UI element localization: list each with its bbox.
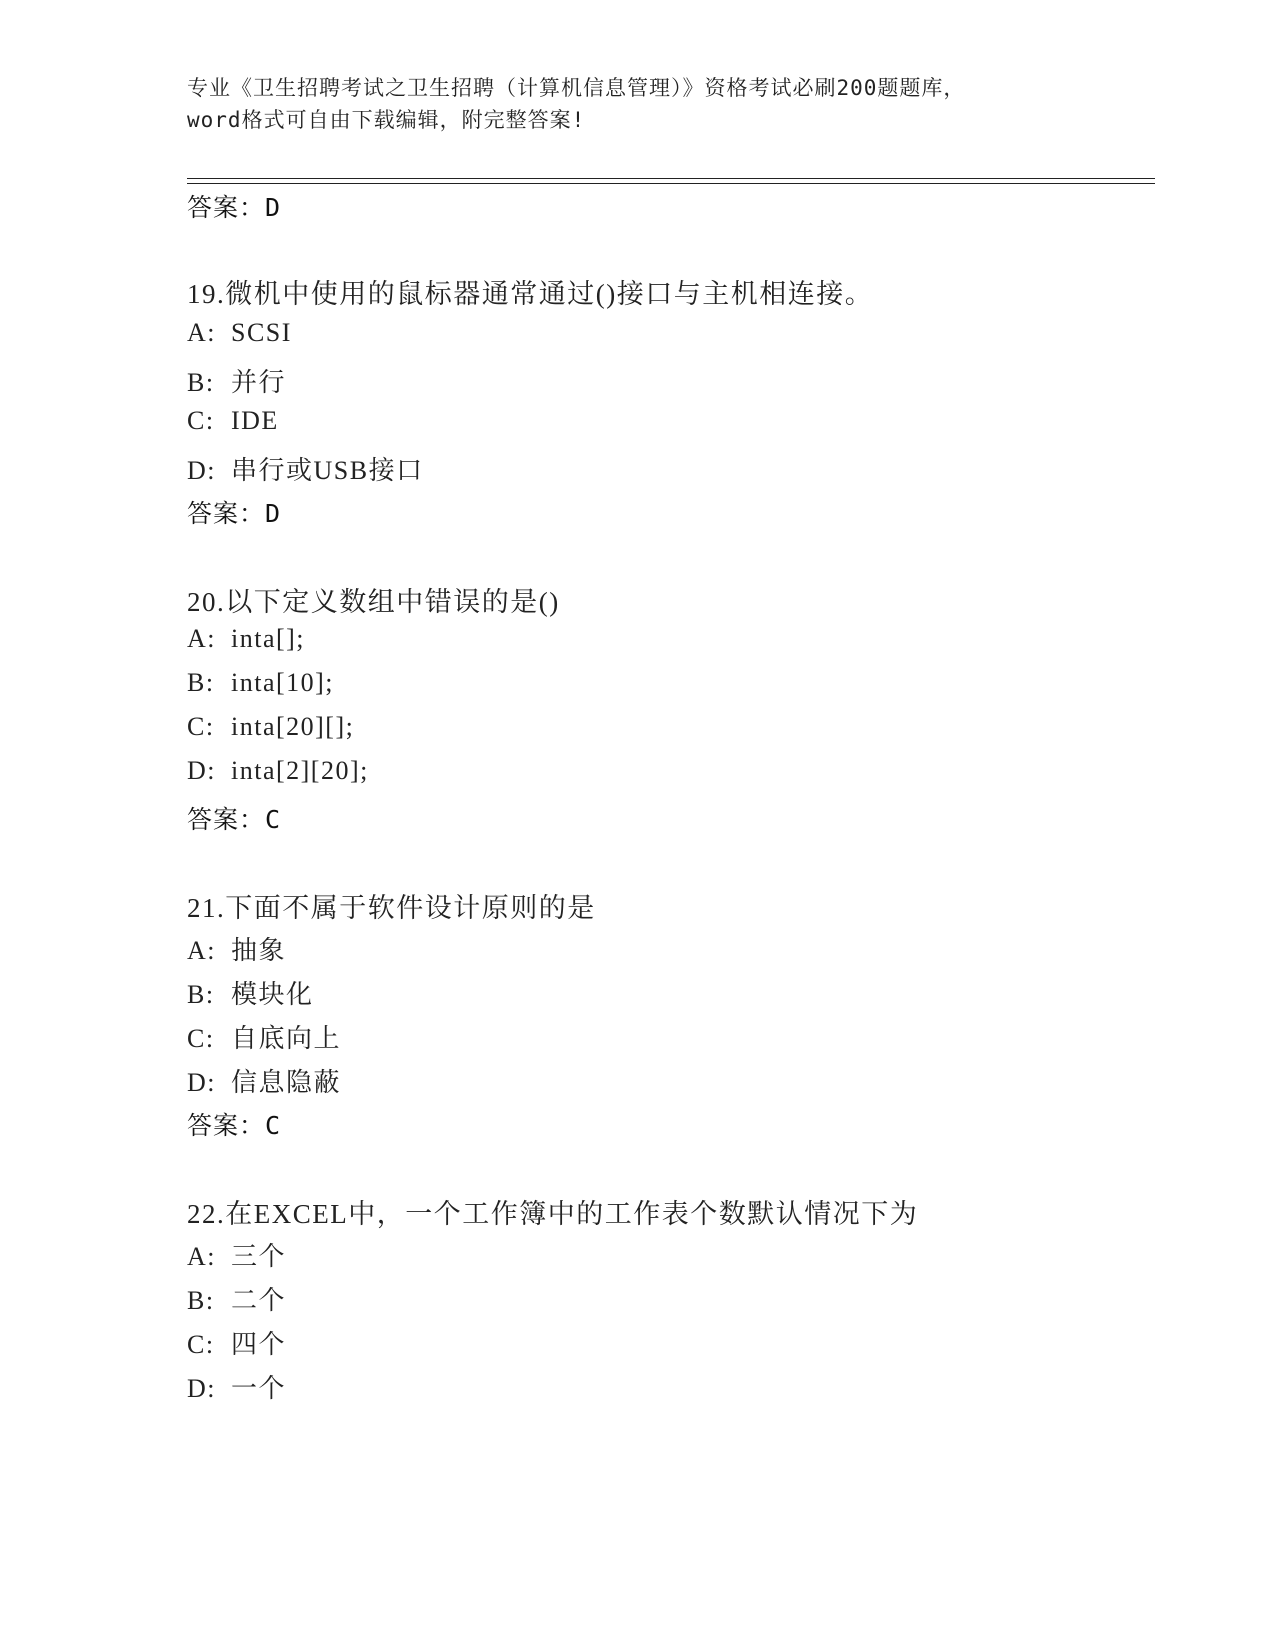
option-label: B: [187, 668, 215, 697]
answer-label: 答案： [187, 1111, 266, 1140]
option-label: B: [187, 980, 215, 1009]
option-text: 一个 [231, 1374, 287, 1403]
document-header [187, 72, 1087, 136]
question-text: 20.以下定义数组中错误的是() [187, 587, 560, 617]
option-label: C: [187, 406, 215, 435]
answer-line [187, 188, 280, 224]
header-line-1: 专业《卫生招聘考试之卫生招聘（计算机信息管理）》资格考试必刷200题题库， [187, 76, 966, 100]
option-text: 三个 [231, 1242, 287, 1271]
question-text: 21.下面不属于软件设计原则的是 [187, 893, 596, 923]
answer-value: D [265, 499, 281, 528]
option-b [187, 1280, 286, 1317]
option-text: inta[20][]; [231, 712, 355, 741]
option-text: 信息隐蔽 [231, 1068, 342, 1097]
answer-value: D [265, 193, 281, 222]
option-text: 模块化 [231, 980, 314, 1009]
option-label: B: [187, 1286, 215, 1315]
option-label: A: [187, 624, 216, 653]
option-label: D: [187, 456, 216, 485]
option-text: 四个 [231, 1330, 287, 1359]
option-c [187, 1018, 341, 1055]
option-text: IDE [231, 406, 279, 435]
answer-line [187, 800, 280, 836]
option-b [187, 974, 314, 1011]
option-label: A: [187, 936, 216, 965]
question-text: 19.微机中使用的鼠标器通常通过()接口与主机相连接。 [187, 279, 874, 309]
option-a [187, 624, 305, 654]
option-label: D: [187, 1068, 216, 1097]
option-text: SCSI [231, 318, 292, 347]
option-c [187, 406, 279, 436]
option-label: B: [187, 368, 215, 397]
option-text: 并行 [231, 368, 287, 397]
option-label: D: [187, 756, 216, 785]
answer-line [187, 1106, 280, 1142]
option-a [187, 318, 292, 348]
option-text: 抽象 [231, 936, 287, 965]
option-b [187, 668, 334, 698]
answer-label: 答案： [187, 499, 266, 528]
option-label: C: [187, 1330, 215, 1359]
option-d [187, 1062, 341, 1099]
option-text: 串行或USB接口 [231, 456, 424, 485]
option-label: C: [187, 712, 215, 741]
option-d [187, 756, 369, 786]
answer-line [187, 494, 280, 530]
option-text: inta[2][20]; [231, 756, 369, 785]
option-b [187, 362, 286, 399]
answer-value: C [265, 1111, 281, 1140]
option-label: A: [187, 318, 216, 347]
option-d [187, 1368, 286, 1405]
option-c [187, 1324, 286, 1361]
option-a [187, 930, 286, 967]
header-divider [187, 178, 1155, 184]
option-c [187, 712, 354, 742]
answer-label: 答案： [187, 805, 266, 834]
option-label: C: [187, 1024, 215, 1053]
question-text: 22.在EXCEL中，一个工作簿中的工作表个数默认情况下为 [187, 1199, 919, 1229]
option-label: A: [187, 1242, 216, 1271]
option-d [187, 450, 424, 487]
option-text: inta[10]; [231, 668, 335, 697]
option-text: inta[]; [231, 624, 306, 653]
option-text: 自底向上 [231, 1024, 342, 1053]
header-line-2: word格式可自由下载编辑，附完整答案! [187, 108, 586, 132]
option-label: D: [187, 1374, 216, 1403]
answer-label: 答案： [187, 193, 266, 222]
option-text: 二个 [231, 1286, 287, 1315]
answer-value: C [265, 805, 281, 834]
option-a [187, 1236, 286, 1273]
